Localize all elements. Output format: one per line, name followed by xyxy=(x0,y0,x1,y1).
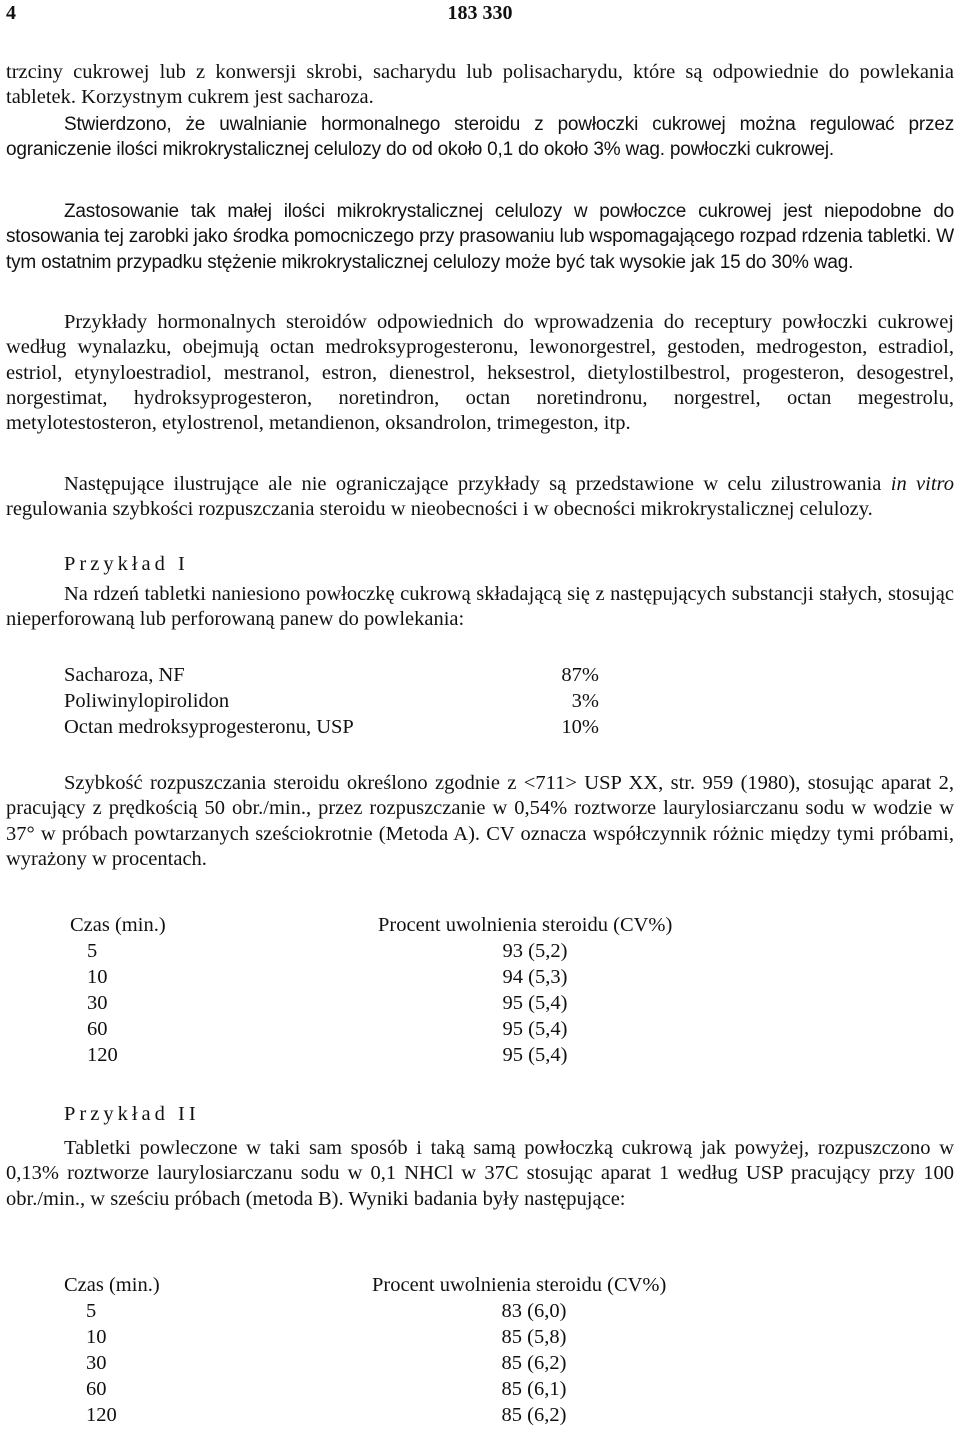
paragraph-sugar-sources: trzciny cukrowej lub z konwersji skrobi, sacharydu lub polisacharydu, które są odpowiednie do powlekania tabletek. Korzystnym cukrem jest sacharoza. xyxy=(6,61,954,109)
composition-name: Octan medroksyprogesteronu, USP xyxy=(64,716,354,738)
table-row xyxy=(70,938,870,964)
example-2-label: Przykład II xyxy=(64,1103,200,1125)
example-1-intro: Na rdzeń tabletki naniesiono powłoczkę cukrową składającą się z następujących substancji stałych, stosując nieperforowaną lub perforowaną panew do powlekania: xyxy=(6,583,954,631)
paragraph-steroid-examples: Przykłady hormonalnych steroidów odpowiednich do wprowadzenia do receptury powłoczki cukrowej według wynalazku, obejmują octan medroksyprogesteronu, lewonorgestrel, gestoden, medrogeston, estradiol, estriol, etynyloestradiol, mestranol, estron, dienestrol, heksestrol, dietylostilbestrol, progesteron, desogestrel, norgestimat, hydroksyprogesteron, noretindron, octan noretindronu, norgestrel, octan megestrolu, metylotestosteron, etylostrenol, metandienon, oksandrolon, trimegeston, itp. xyxy=(6,311,954,435)
table-cell-release: 95 (5,4) xyxy=(502,992,568,1014)
composition-value: 87% xyxy=(561,664,599,686)
example-2-intro: Tabletki powleczone w taki sam sposób i taką samą powłoczką cukrową jak powyżej, rozpuszczono w 0,13% roztworze laurylosiarczanu sodu w 0,1 NHCl w 37C stosując aparat 1 według USP pracujący przy 100 obr./min., w sześciu próbach (metoda B). Wyniki badania były następujące: xyxy=(6,1137,954,1210)
table-cell-time: 5 xyxy=(87,940,98,962)
table-cell-time: 60 xyxy=(86,1378,107,1400)
table-cell-time: 30 xyxy=(87,992,108,1014)
table-row xyxy=(70,1042,870,1068)
table-cell-time: 5 xyxy=(86,1300,97,1322)
table-cell-time: 60 xyxy=(87,1018,108,1040)
table-cell-release: 95 (5,4) xyxy=(502,1018,568,1040)
paragraph-release-control: Stwierdzono, że uwalnianie hormonalnego steroidu z powłoczki cukrowej można regulować przez ograniczenie ilości mikrokrystalicznej celulozy do od około 0,1 do około 3% wag. powłoczki cukrowej. xyxy=(6,114,954,161)
paragraph-examples-intro xyxy=(6,472,954,523)
composition-row xyxy=(64,688,599,714)
composition-row xyxy=(64,714,599,740)
table-cell-time: 120 xyxy=(86,1404,117,1426)
examples-intro-text-a: Następujące ilustrujące ale nie ograniczające przykłady są przedstawione w celu zilustrowania xyxy=(64,473,882,495)
composition-value: 3% xyxy=(571,690,599,712)
table-cell-time: 120 xyxy=(87,1044,118,1066)
examples-intro-text-b: regulowania szybkości rozpuszczania steroidu w nieobecności i w obecności mikrokrystalicznej celulozy. xyxy=(6,498,873,521)
example-1-label: Przykład I xyxy=(64,553,189,575)
composition-row xyxy=(64,662,599,688)
col-header-time: Czas (min.) xyxy=(64,1274,160,1296)
col-header-release: Procent uwolnienia steroidu (CV%) xyxy=(372,1274,667,1296)
table-cell-release: 85 (6,2) xyxy=(501,1404,567,1426)
results-table-1 xyxy=(70,912,870,1068)
table-cell-release: 94 (5,3) xyxy=(502,966,568,988)
composition-name: Poliwinylopirolidon xyxy=(64,690,230,712)
table-row xyxy=(70,990,870,1016)
col-header-release: Procent uwolnienia steroidu (CV%) xyxy=(378,914,673,936)
table-row xyxy=(64,1376,864,1402)
table-cell-time: 10 xyxy=(87,966,108,988)
paragraph-mcc-amount: Zastosowanie tak małej ilości mikrokrystalicznej celulozy w powłoczce cukrowej jest niepodobne do stosowania tej zarobki jako środka pomocniczego przy prasowaniu lub wspomagającego rozpad rdzenia tabletki. W tym ostatnim przypadku stężenie mikrokrystalicznej celulozy może być tak wysokie jak 15 do 30% wag. xyxy=(6,201,954,273)
table-cell-release: 93 (5,2) xyxy=(502,940,568,962)
table-cell-time: 30 xyxy=(86,1352,107,1374)
table-row xyxy=(70,964,870,990)
table-header-row xyxy=(64,1272,864,1298)
table-row xyxy=(64,1324,864,1350)
table-row xyxy=(64,1298,864,1324)
table-cell-time: 10 xyxy=(86,1326,107,1348)
table-row xyxy=(70,1016,870,1042)
in-vitro-term: in vitro xyxy=(890,473,954,495)
table-row xyxy=(64,1402,864,1428)
composition-list xyxy=(64,662,599,740)
table-cell-release: 85 (5,8) xyxy=(501,1326,567,1348)
composition-name: Sacharoza, NF xyxy=(64,664,185,686)
results-table-2 xyxy=(64,1272,864,1428)
example-1-method: Szybkość rozpuszczania steroidu określono zgodnie z <711> USP XX, str. 959 (1980), stosując aparat 2, pracujący z prędkością 50 obr./min., przez rozpuszczanie w 0,54% roztworze laurylosiarczanu sodu w wodzie w 37° w próbach powtarzanych sześciokrotnie (Metoda A). CV oznacza współczynnik różnic między tymi próbami, wyrażony w procentach. xyxy=(6,772,954,870)
table-cell-release: 95 (5,4) xyxy=(502,1044,568,1066)
table-header-row xyxy=(70,912,870,938)
table-row xyxy=(64,1350,864,1376)
table-cell-release: 83 (6,0) xyxy=(501,1300,567,1322)
table-cell-release: 85 (6,2) xyxy=(501,1352,567,1374)
page-number: 4 xyxy=(6,2,16,24)
composition-value: 10% xyxy=(561,716,599,738)
patent-number: 183 330 xyxy=(447,2,513,24)
col-header-time: Czas (min.) xyxy=(70,914,166,936)
table-cell-release: 85 (6,1) xyxy=(501,1378,567,1400)
